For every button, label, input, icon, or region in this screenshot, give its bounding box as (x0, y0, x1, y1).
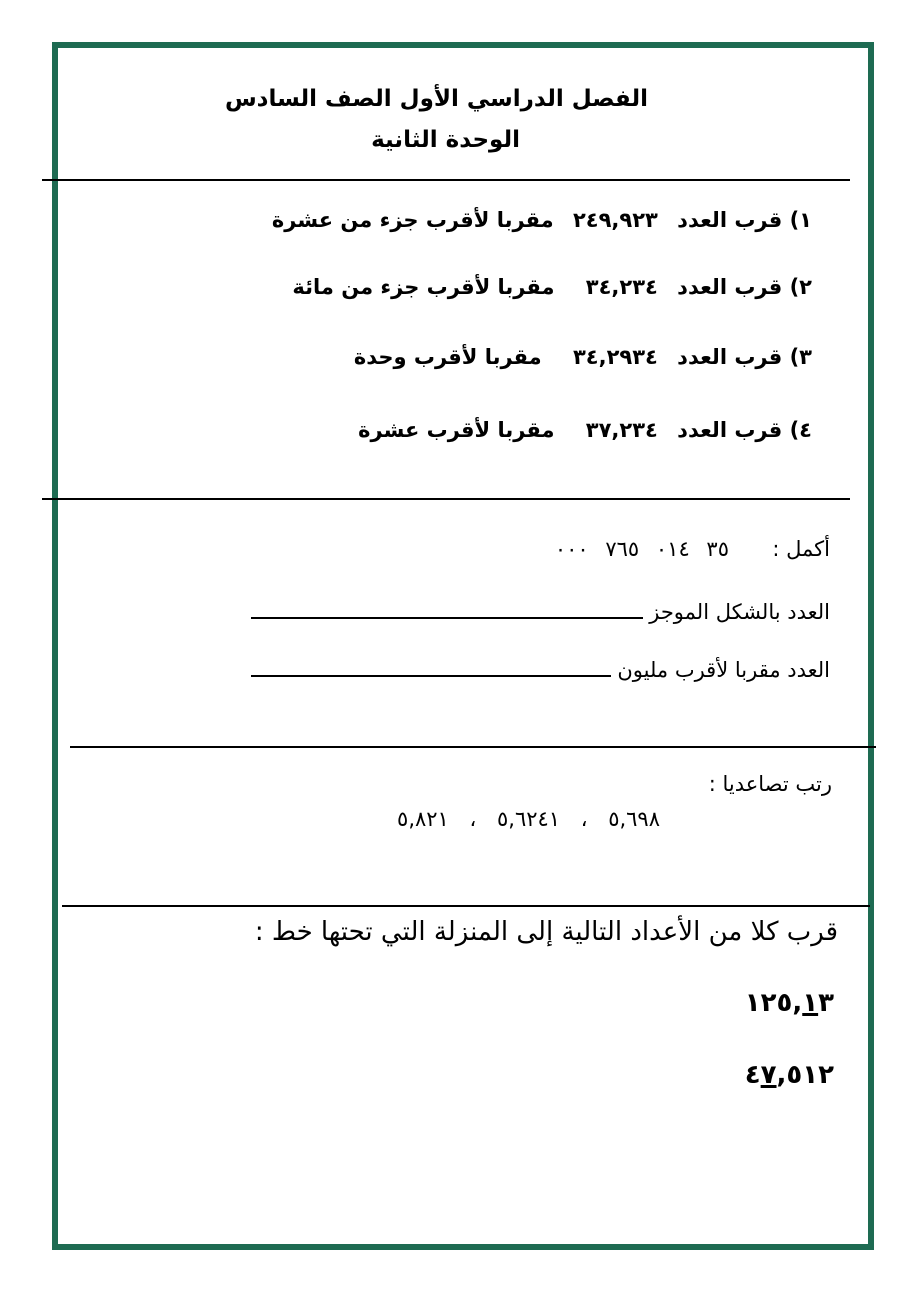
question-verb: قرب العدد (677, 208, 783, 232)
question-target: مقربا لأقرب جزء من عشرة (271, 208, 554, 232)
number-part: ٤ (744, 1060, 761, 1090)
number-part: ٣ (818, 988, 834, 1018)
question-number: ٣٤,٢٣٤ (585, 275, 658, 299)
divider (42, 498, 850, 500)
order-label: رتب تصاعديا : (708, 772, 832, 796)
divider (62, 905, 870, 907)
question-number: ٢٤٩,٩٢٣ (572, 208, 658, 232)
complete-label: أكمل : (772, 537, 830, 561)
short-form-answer-blank[interactable] (251, 597, 643, 619)
unit-title: الوحدة الثانية (371, 127, 520, 153)
underline-number-1 (745, 988, 834, 1018)
nearest-million-answer-blank[interactable] (251, 655, 611, 677)
number-part: ,٥١٢ (776, 1060, 834, 1090)
underlined-digit: ١ (802, 988, 819, 1018)
question-target: مقربا لأقرب وحدة (353, 345, 542, 369)
page-title: الفصل الدراسي الأول الصف السادس (224, 86, 648, 112)
question-2 (292, 275, 812, 299)
question-verb: قرب العدد (677, 345, 783, 369)
nearest-million-row (251, 655, 830, 682)
underline-number-2 (745, 1060, 834, 1090)
question-1 (272, 208, 812, 232)
underline-section-label: قرب كلا من الأعداد التالية إلى المنزلة التي تحتها خط : (254, 917, 838, 947)
complete-number: ٣٥ ٠١٤ ٧٦٥ ٠٠٠ (554, 537, 729, 561)
order-numbers: ٥,٦٩٨ ، ٥,٦٢٤١ ، ٥,٨٢١ (397, 807, 660, 831)
number-part: ١٢٥, (744, 988, 803, 1018)
short-form-row (251, 597, 830, 624)
question-index: ٢) (789, 275, 812, 299)
question-target: مقربا لأقرب عشرة (358, 418, 555, 442)
underlined-digit: ٧ (760, 1060, 777, 1090)
question-number: ٣٤,٢٩٣٤ (572, 345, 658, 369)
divider (42, 179, 850, 181)
question-3 (354, 345, 812, 369)
question-verb: قرب العدد (677, 418, 783, 442)
nearest-million-label: العدد مقربا لأقرب مليون (617, 658, 830, 682)
complete-row (555, 537, 830, 561)
divider (70, 746, 876, 748)
question-index: ١) (789, 208, 812, 232)
question-4 (358, 418, 812, 442)
question-number: ٣٧,٢٣٤ (585, 418, 658, 442)
question-index: ٤) (789, 418, 812, 442)
short-form-label: العدد بالشكل الموجز (649, 600, 830, 624)
question-verb: قرب العدد (677, 275, 783, 299)
question-target: مقربا لأقرب جزء من مائة (292, 275, 555, 299)
question-index: ٣) (789, 345, 812, 369)
